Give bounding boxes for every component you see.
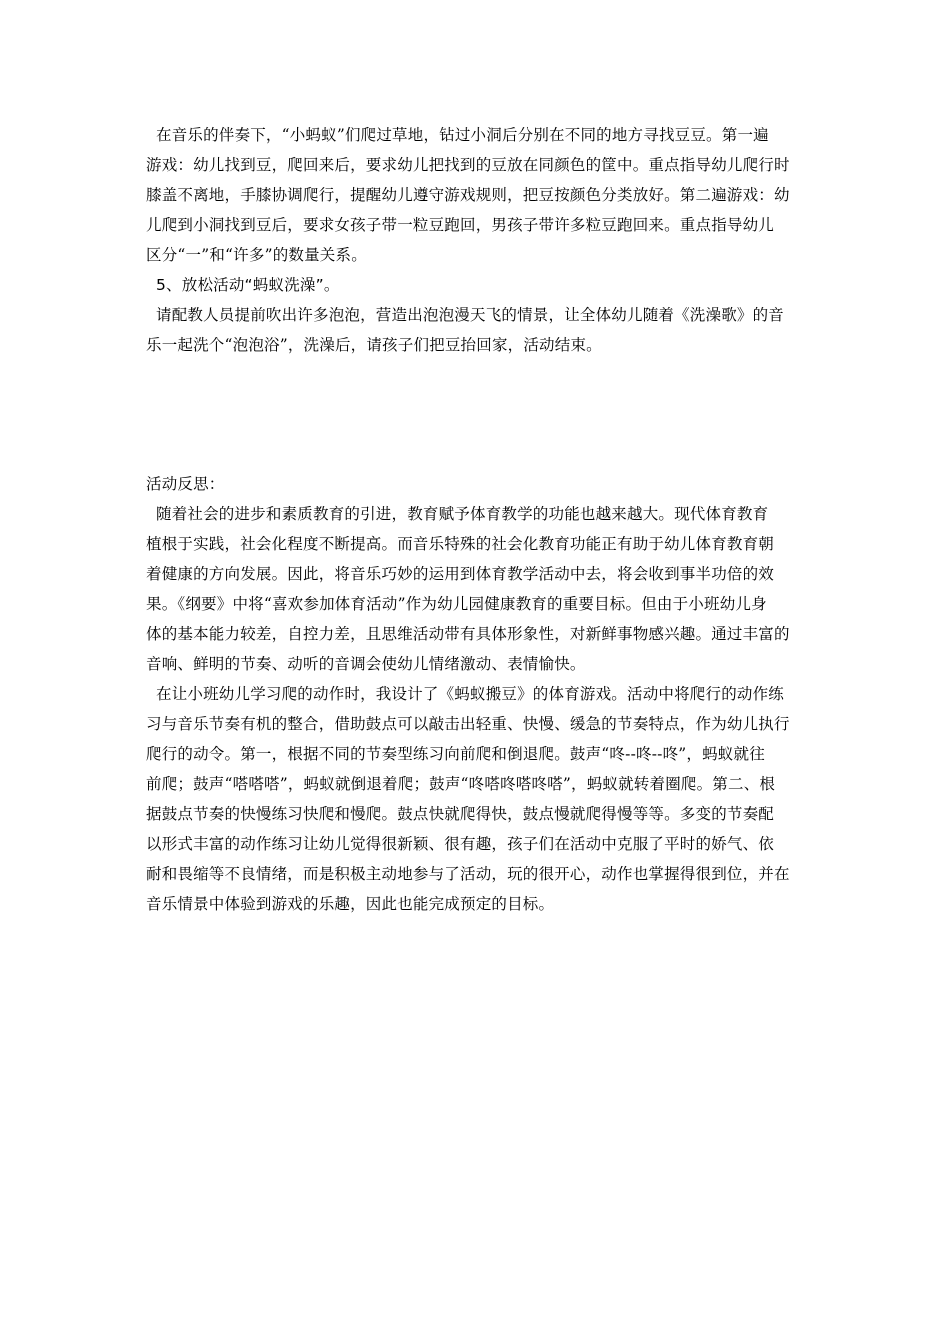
paragraph-line: 在音乐的伴奏下，“小蚂蚁”们爬过草地，钻过小洞后分别在不同的地方寻找豆豆。第一遍 — [156, 126, 769, 144]
paragraph-relax-activity — [146, 300, 806, 360]
paragraph-line: 爬行的动令。第一，根据不同的节奏型练习向前爬和倒退爬。鼓声“咚--咚--咚”，蚂蚁就往 — [146, 745, 765, 763]
paragraph-line: 习与音乐节奏有机的整合，借助鼓点可以敲击出轻重、快慢、缓急的节奏特点，作为幼儿执行 — [146, 715, 790, 733]
paragraph-line: 以形式丰富的动作练习让幼儿觉得很新颖、很有趣，孩子们在活动中克服了平时的娇气、依 — [146, 835, 775, 853]
paragraph-line: 果。《纲要》中将“喜欢参加体育活动”作为幼儿园健康教育的重要目标。但由于小班幼儿身 — [146, 595, 767, 613]
paragraph-line: 音乐情景中体验到游戏的乐趣，因此也能完成预定的目标。 — [146, 895, 555, 913]
paragraph-line: 儿爬到小洞找到豆后，要求女孩子带一粒豆跑回，男孩子带许多粒豆跑回来。重点指导幼儿 — [146, 216, 775, 234]
section-title: 活动反思： — [146, 475, 225, 493]
paragraph-reflection-2 — [146, 679, 806, 919]
reflection-section — [146, 469, 806, 919]
paragraph-line: 随着社会的进步和素质教育的引进，教育赋予体育教学的功能也越来越大。现代体育教育 — [156, 505, 769, 523]
paragraph-line: 请配教人员提前吹出许多泡泡，营造出泡泡漫天飞的情景，让全体幼儿随着《洗澡歌》的音 — [156, 306, 785, 324]
paragraph-line: 植根于实践，社会化程度不断提高。而音乐特殊的社会化教育功能正有助于幼儿体育教育朝 — [146, 535, 775, 553]
paragraph-line: 乐一起洗个“泡泡浴”，洗澡后，请孩子们把豆抬回家，活动结束。 — [146, 336, 602, 354]
activity-section — [146, 120, 806, 360]
paragraph-line: 前爬；鼓声“嗒嗒嗒”，蚂蚁就倒退着爬；鼓声“咚嗒咚嗒咚嗒”，蚂蚁就转着圈爬。第二、根 — [146, 775, 776, 793]
paragraph-line: 膝盖不离地，手膝协调爬行，提醒幼儿遵守游戏规则，把豆按颜色分类放好。第二遍游戏：幼 — [146, 186, 790, 204]
paragraph-line: 区分“一”和“许多”的数量关系。 — [146, 246, 367, 264]
paragraph-game-description — [146, 120, 806, 270]
paragraph-line: 耐和畏缩等不良情绪，而是积极主动地参与了活动，玩的很开心，动作也掌握得很到位，并在 — [146, 865, 790, 883]
paragraph-reflection-1 — [146, 499, 806, 679]
step-heading: 5、放松活动“蚂蚁洗澡”。 — [156, 276, 340, 294]
paragraph-line: 在让小班幼儿学习爬的动作时，我设计了《蚂蚁搬豆》的体育游戏。活动中将爬行的动作练 — [156, 685, 785, 703]
paragraph-line: 音响、鲜明的节奏、动听的音调会使幼儿情绪激动、表情愉快。 — [146, 655, 586, 673]
paragraph-line: 据鼓点节奏的快慢练习快爬和慢爬。鼓点快就爬得快，鼓点慢就爬得慢等等。多变的节奏配 — [146, 805, 775, 823]
paragraph-line: 游戏：幼儿找到豆，爬回来后，要求幼儿把找到的豆放在同颜色的筐中。重点指导幼儿爬行时 — [146, 156, 790, 174]
paragraph-line: 体的基本能力较差，自控力差，且思维活动带有具体形象性，对新鲜事物感兴趣。通过丰富的 — [146, 625, 790, 643]
paragraph-line: 着健康的方向发展。因此，将音乐巧妙的运用到体育教学活动中去，将会收到事半功倍的效 — [146, 565, 775, 583]
